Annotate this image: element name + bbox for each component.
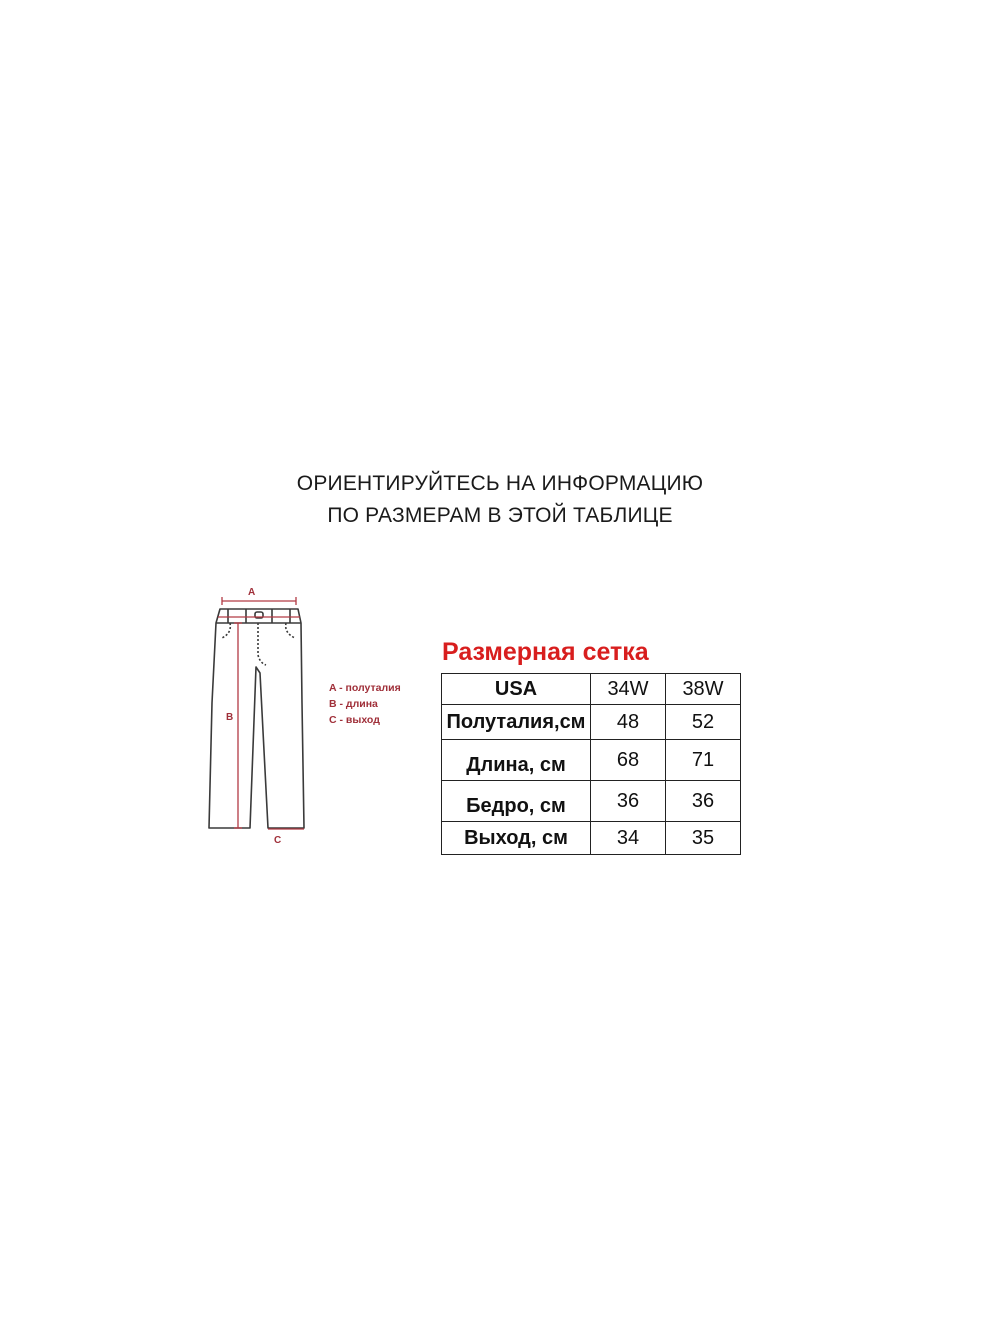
- header-cell: USA: [442, 674, 591, 705]
- pants-outline: [209, 609, 304, 828]
- pants-diagram-svg: [200, 583, 330, 848]
- table-row: [442, 822, 741, 855]
- table-cell: 36: [591, 781, 666, 822]
- measurement-legend: [329, 680, 401, 728]
- legend-b: B - длина: [329, 698, 378, 710]
- size-table-title: Размерная сетка: [442, 638, 649, 666]
- table-cell: 71: [666, 740, 741, 781]
- intro-text: [0, 468, 1000, 532]
- table-cell: 52: [666, 705, 741, 740]
- row-label: Полуталия,см: [442, 705, 591, 740]
- header-cell: 38W: [666, 674, 741, 705]
- row-label: Бедро, см: [442, 781, 591, 822]
- table-row: [442, 705, 741, 740]
- table-cell: 36: [666, 781, 741, 822]
- legend-c: C - выход: [329, 714, 380, 726]
- table-cell: 68: [591, 740, 666, 781]
- intro-line-2: ПО РАЗМЕРАМ В ЭТОЙ ТАБЛИЦЕ: [327, 504, 673, 527]
- label-c: C: [274, 835, 282, 846]
- row-label: Выход, см: [442, 822, 591, 855]
- legend-a: A - полуталия: [329, 682, 401, 694]
- label-a: A: [248, 587, 256, 598]
- pants-diagram: [200, 583, 330, 848]
- table-cell: 34: [591, 822, 666, 855]
- table-row: [442, 781, 741, 822]
- table-row: [442, 740, 741, 781]
- label-b: B: [226, 712, 234, 723]
- table-header-row: [442, 674, 741, 705]
- table-cell: 48: [591, 705, 666, 740]
- size-table: [441, 673, 741, 855]
- table-cell: 35: [666, 822, 741, 855]
- row-label: Длина, см: [442, 740, 591, 781]
- header-cell: 34W: [591, 674, 666, 705]
- intro-line-1: ОРИЕНТИРУЙТЕСЬ НА ИНФОРМАЦИЮ: [296, 472, 704, 495]
